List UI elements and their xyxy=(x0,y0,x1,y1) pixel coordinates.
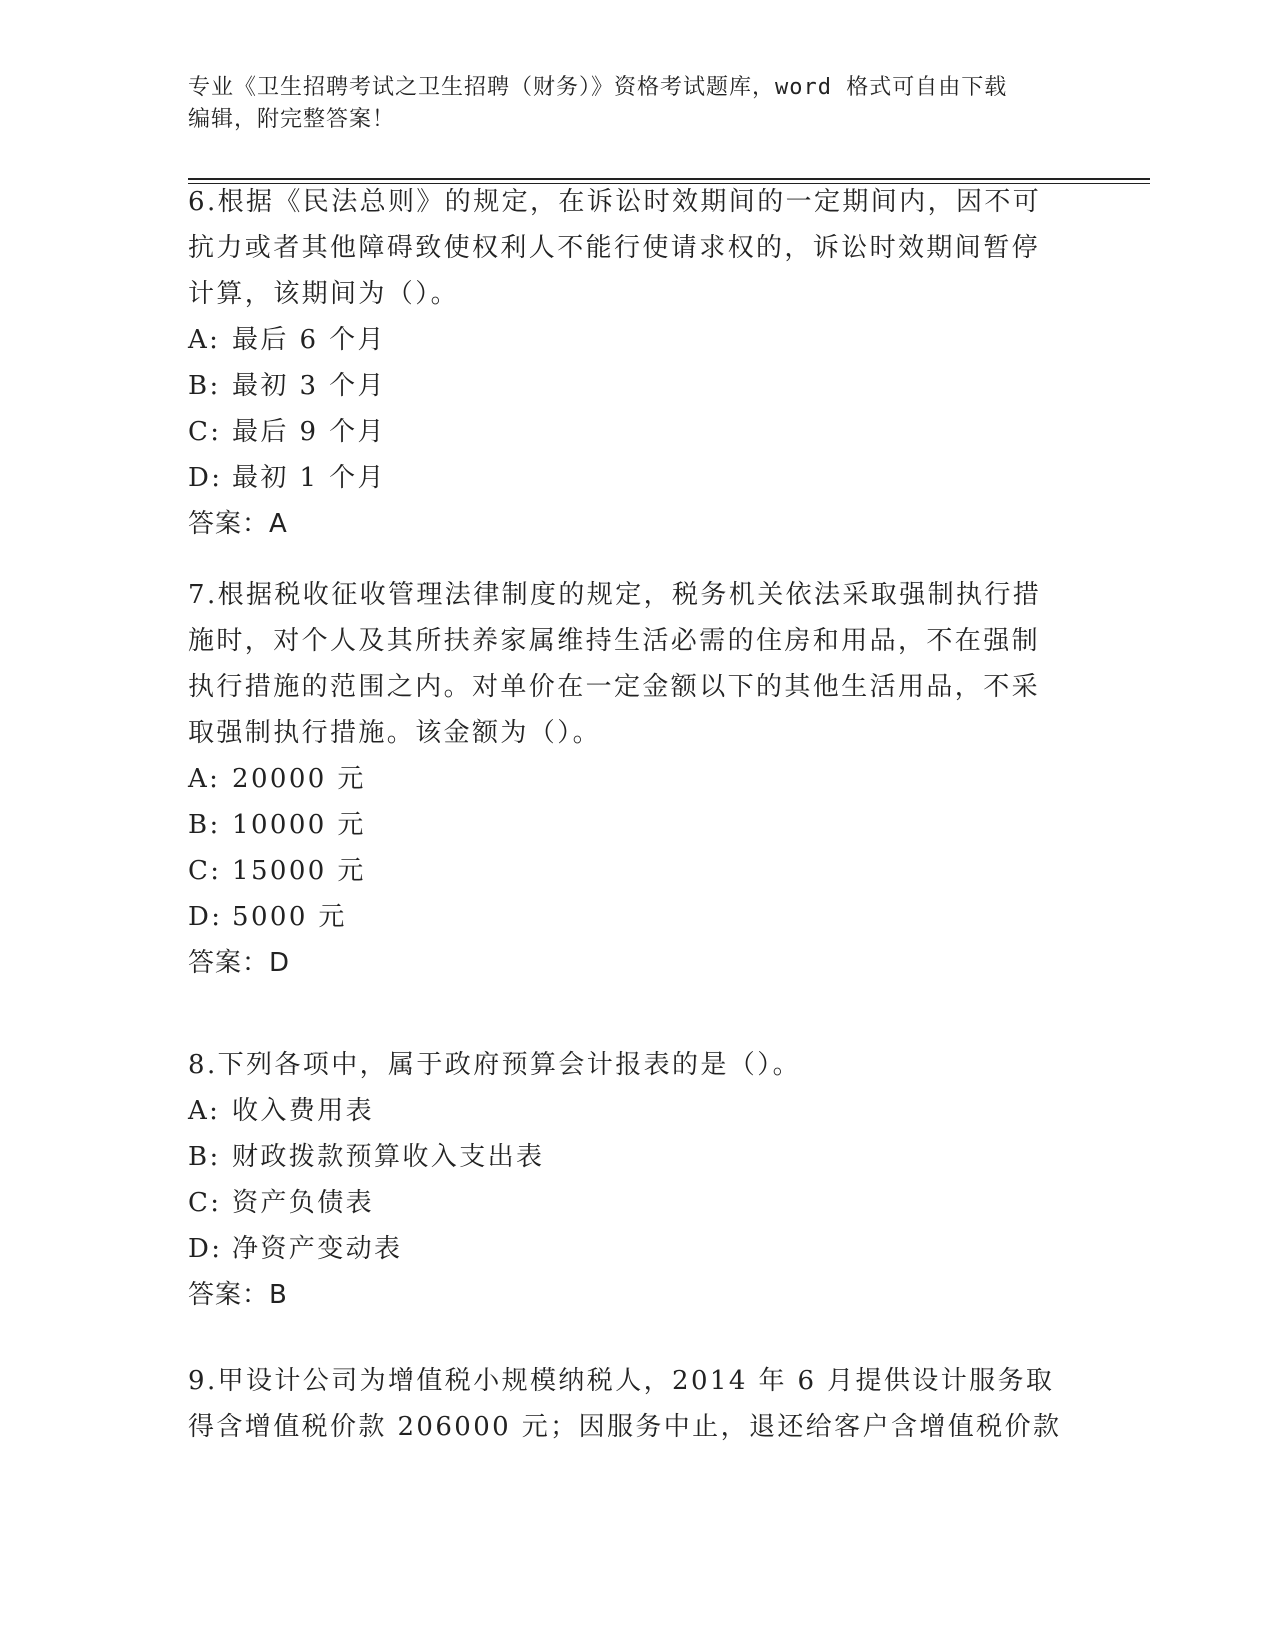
option-c xyxy=(188,1180,1068,1226)
option-text: 财政拨款预算收入支出表 xyxy=(232,1142,545,1172)
option-text: 收入费用表 xyxy=(232,1096,375,1126)
option-text: 最后 6 个月 xyxy=(232,325,386,355)
option-text: 5000 元 xyxy=(232,902,347,932)
option-letter: A: xyxy=(188,1096,221,1126)
option-c xyxy=(188,409,1068,455)
option-text: 资产负债表 xyxy=(232,1188,375,1218)
option-b xyxy=(188,1134,1068,1180)
question-text: 6.根据《民法总则》的规定，在诉讼时效期间的一定期间内，因不可抗力或者其他障碍致使权利人不能行使请求权的，诉讼时效期间暂停计算，该期间为（）。 xyxy=(188,187,1042,309)
question-6 xyxy=(188,179,1068,547)
option-d xyxy=(188,1226,1068,1272)
option-text: 最初 1 个月 xyxy=(232,463,386,493)
option-d xyxy=(188,894,1068,940)
option-a xyxy=(188,1088,1068,1134)
option-text: 最后 9 个月 xyxy=(232,417,386,447)
option-text: 最初 3 个月 xyxy=(232,371,386,401)
answer-label: 答案：A xyxy=(188,509,288,539)
option-letter: A: xyxy=(188,325,221,355)
option-letter: D: xyxy=(188,902,223,932)
option-b xyxy=(188,802,1068,848)
answer-label: 答案：D xyxy=(188,948,291,978)
option-letter: C: xyxy=(188,856,222,886)
option-letter: A: xyxy=(188,764,221,794)
option-b xyxy=(188,363,1068,409)
option-letter: B: xyxy=(188,371,221,401)
option-letter: D: xyxy=(188,1234,223,1264)
question-text: 7.根据税收征收管理法律制度的规定，税务机关依法采取强制执行措施时，对个人及其所扶养家属维持生活必需的住房和用品，不在强制执行措施的范围之内。对单价在一定金额以下的其他生活用品，不采取强制执行措施。该金额为（）。 xyxy=(188,580,1042,748)
option-text: 10000 元 xyxy=(232,810,366,840)
header-line-1: 专业《卫生招聘考试之卫生招聘（财务）》资格考试题库，word 格式可自由下载 xyxy=(188,75,1008,100)
question-text: 8.下列各项中，属于政府预算会计报表的是（）。 xyxy=(188,1050,802,1080)
question-9 xyxy=(188,1358,1068,1450)
option-letter: C: xyxy=(188,417,222,447)
option-d xyxy=(188,455,1068,501)
option-letter: C: xyxy=(188,1188,222,1218)
option-c xyxy=(188,848,1068,894)
document-header xyxy=(188,72,1068,136)
option-a xyxy=(188,317,1068,363)
option-letter: B: xyxy=(188,810,221,840)
option-a xyxy=(188,756,1068,802)
option-letter: B: xyxy=(188,1142,221,1172)
option-text: 净资产变动表 xyxy=(232,1234,403,1264)
question-8 xyxy=(188,1042,1068,1318)
question-7 xyxy=(188,572,1068,986)
answer-label: 答案：B xyxy=(188,1280,288,1310)
option-letter: D: xyxy=(188,463,223,493)
question-text: 9.甲设计公司为增值税小规模纳税人，2014 年 6 月提供设计服务取得含增值税价款 206000 元；因服务中止，退还给客户含增值税价款 xyxy=(188,1366,1062,1442)
header-line-2: 编辑，附完整答案！ xyxy=(188,107,396,132)
option-text: 20000 元 xyxy=(232,764,366,794)
option-text: 15000 元 xyxy=(232,856,366,886)
